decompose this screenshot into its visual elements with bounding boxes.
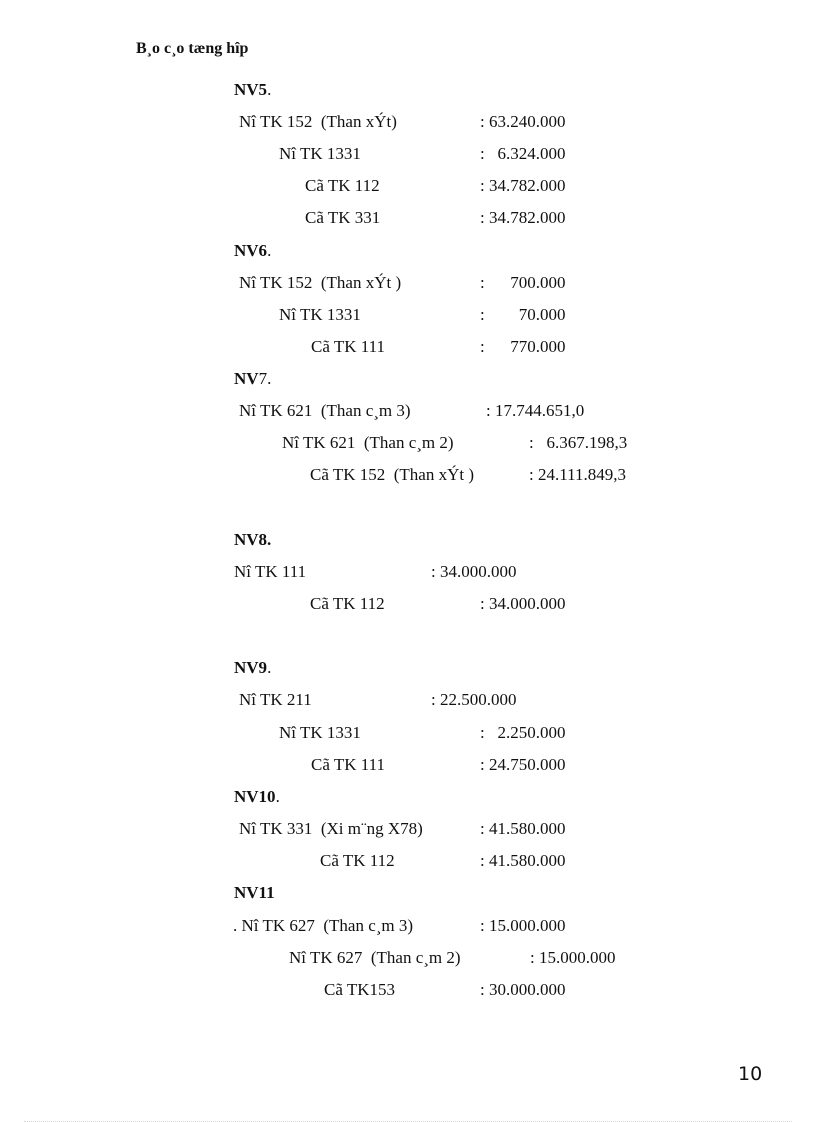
nv7-debit-621-cam3-amount: : 17.744.651,0 (486, 401, 585, 420)
nv8-debit-111-amount: : 34.000.000 (431, 562, 517, 581)
nv6-title: NV6 (234, 241, 268, 260)
nv10-heading (234, 787, 280, 807)
nv8-title: NV8. (234, 530, 272, 549)
nv10-dot: . (275, 787, 280, 806)
nv6-debit-1331-amount: : 70.000 (480, 305, 566, 324)
nv8-credit-112-amount: : 34.000.000 (480, 594, 566, 613)
nv7-title-suffix: 7. (258, 369, 272, 388)
nv6-debit-152-amount: : 700.000 (480, 273, 566, 292)
nv11-credit-153: Cã TK153 (324, 980, 395, 999)
nv7-debit-621-cam3: Nî TK 621 (Than c¸m 3) (239, 401, 411, 420)
page-header: B¸o c¸o tæng hîp (136, 40, 249, 57)
nv9-debit-211: Nî TK 211 (239, 690, 312, 709)
nv9-heading (234, 658, 271, 678)
nv10-title: NV10 (234, 787, 276, 806)
nv5-credit-331: Cã TK 331 (305, 208, 381, 227)
nv8-debit-111: Nî TK 111 (234, 562, 307, 581)
nv9-debit-1331-amount: : 2.250.000 (480, 723, 566, 742)
nv5-debit-152: Nî TK 152 (Than xÝt) (239, 112, 397, 131)
nv9-credit-111-amount: : 24.750.000 (480, 755, 566, 774)
nv11-debit-627-cam3: . Nî TK 627 (Than c¸m 3) (233, 916, 414, 935)
nv5-title: NV5 (234, 80, 268, 99)
nv5-debit-1331-amount: : 6.324.000 (480, 144, 566, 163)
nv6-debit-152: Nî TK 152 (Than xÝt ) (239, 273, 402, 292)
page-number: 10 (738, 1063, 763, 1085)
nv10-credit-112: Cã TK 112 (320, 851, 395, 870)
nv7-debit-621-cam2: Nî TK 621 (Than c¸m 2) (282, 433, 454, 452)
nv7-heading (234, 369, 271, 389)
nv10-debit-331: Nî TK 331 (Xi m¨ng X78) (239, 819, 423, 838)
nv7-title: NV (234, 369, 259, 388)
nv8-credit-112: Cã TK 112 (310, 594, 385, 613)
nv5-debit-1331: Nî TK 1331 (279, 144, 361, 163)
nv5-heading (234, 80, 271, 100)
nv11-title: NV11 (234, 883, 275, 902)
nv9-debit-211-amount: : 22.500.000 (431, 690, 517, 709)
nv9-title: NV9 (234, 658, 268, 677)
nv5-dot: . (267, 80, 272, 99)
nv9-credit-111: Cã TK 111 (311, 755, 385, 774)
nv9-debit-1331: Nî TK 1331 (279, 723, 361, 742)
nv10-credit-112-amount: : 41.580.000 (480, 851, 566, 870)
nv5-credit-112-amount: : 34.782.000 (480, 176, 566, 195)
nv7-credit-152: Cã TK 152 (Than xÝt ) (310, 465, 474, 484)
footer-divider (24, 1121, 792, 1122)
nv11-credit-153-amount: : 30.000.000 (480, 980, 566, 999)
nv6-dot: . (267, 241, 272, 260)
nv11-debit-627-cam2-amount: : 15.000.000 (530, 948, 616, 967)
nv10-debit-331-amount: : 41.580.000 (480, 819, 566, 838)
nv5-debit-152-amount: : 63.240.000 (480, 112, 566, 131)
nv7-credit-152-amount: : 24.111.849,3 (529, 465, 626, 484)
nv5-credit-112: Cã TK 112 (305, 176, 380, 195)
nv11-debit-627-cam3-amount: : 15.000.000 (480, 916, 566, 935)
nv6-debit-1331: Nî TK 1331 (279, 305, 361, 324)
nv5-credit-331-amount: : 34.782.000 (480, 208, 566, 227)
nv7-debit-621-cam2-amount: : 6.367.198,3 (529, 433, 628, 452)
nv6-credit-111-amount: : 770.000 (480, 337, 566, 356)
nv6-heading (234, 241, 271, 261)
nv11-debit-627-cam2: Nî TK 627 (Than c¸m 2) (289, 948, 461, 967)
nv6-credit-111: Cã TK 111 (311, 337, 385, 356)
nv9-dot: . (267, 658, 272, 677)
